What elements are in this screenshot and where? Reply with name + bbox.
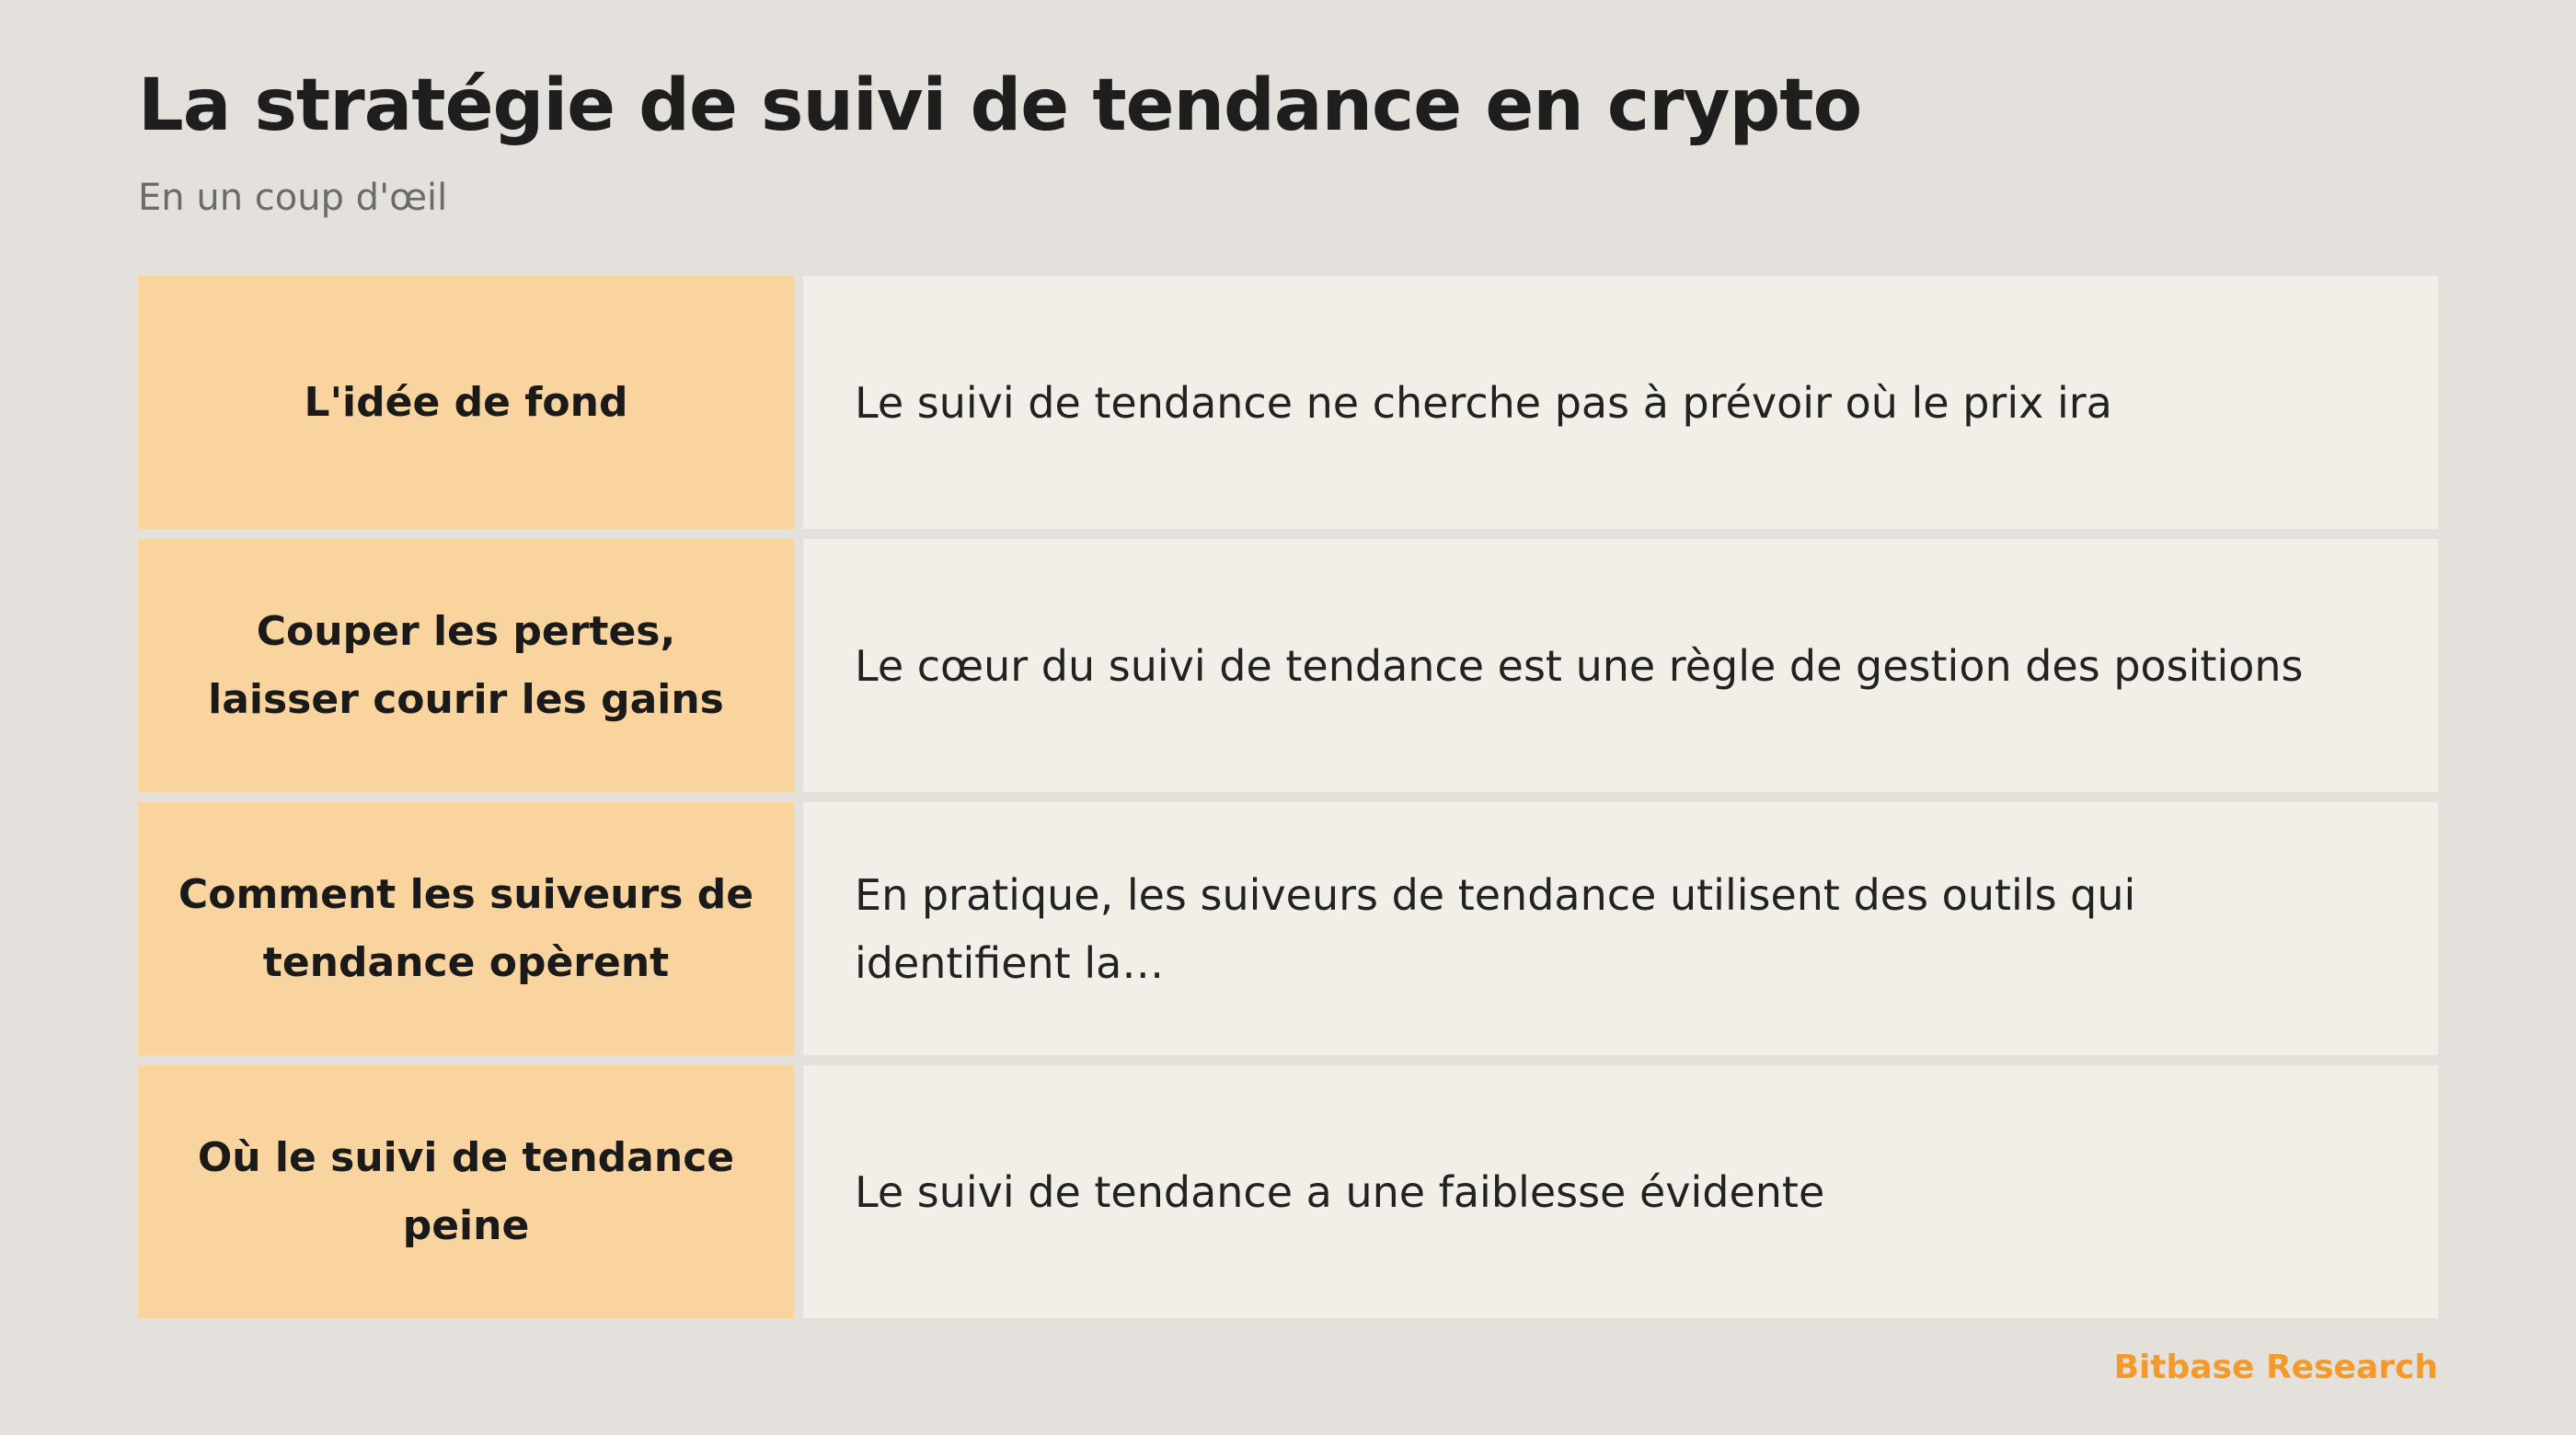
row-key: L'idée de fond — [138, 276, 794, 529]
table-row — [138, 276, 2438, 529]
row-key: Où le suivi de tendance peine — [138, 1065, 794, 1318]
row-key: Comment les suiveurs de tendance opèrent — [138, 802, 794, 1055]
row-value: En pratique, les suiveurs de tendance utilisent des outils qui identifient la… — [803, 802, 2438, 1055]
table-row — [138, 1065, 2438, 1318]
summary-table — [138, 276, 2438, 1318]
row-value: Le cœur du suivi de tendance est une règle de gestion des positions — [803, 539, 2438, 792]
row-value: Le suivi de tendance ne cherche pas à prévoir où le prix ira — [803, 276, 2438, 529]
table-row — [138, 802, 2438, 1055]
table-row — [138, 539, 2438, 792]
page-title: La stratégie de suivi de tendance en crypto — [138, 64, 1862, 147]
brand-footer: Bitbase Research — [2113, 1349, 2438, 1386]
row-key: Couper les pertes, laisser courir les gains — [138, 539, 794, 792]
row-value: Le suivi de tendance a une faiblesse évidente — [803, 1065, 2438, 1318]
page-subtitle: En un coup d'œil — [138, 177, 448, 219]
